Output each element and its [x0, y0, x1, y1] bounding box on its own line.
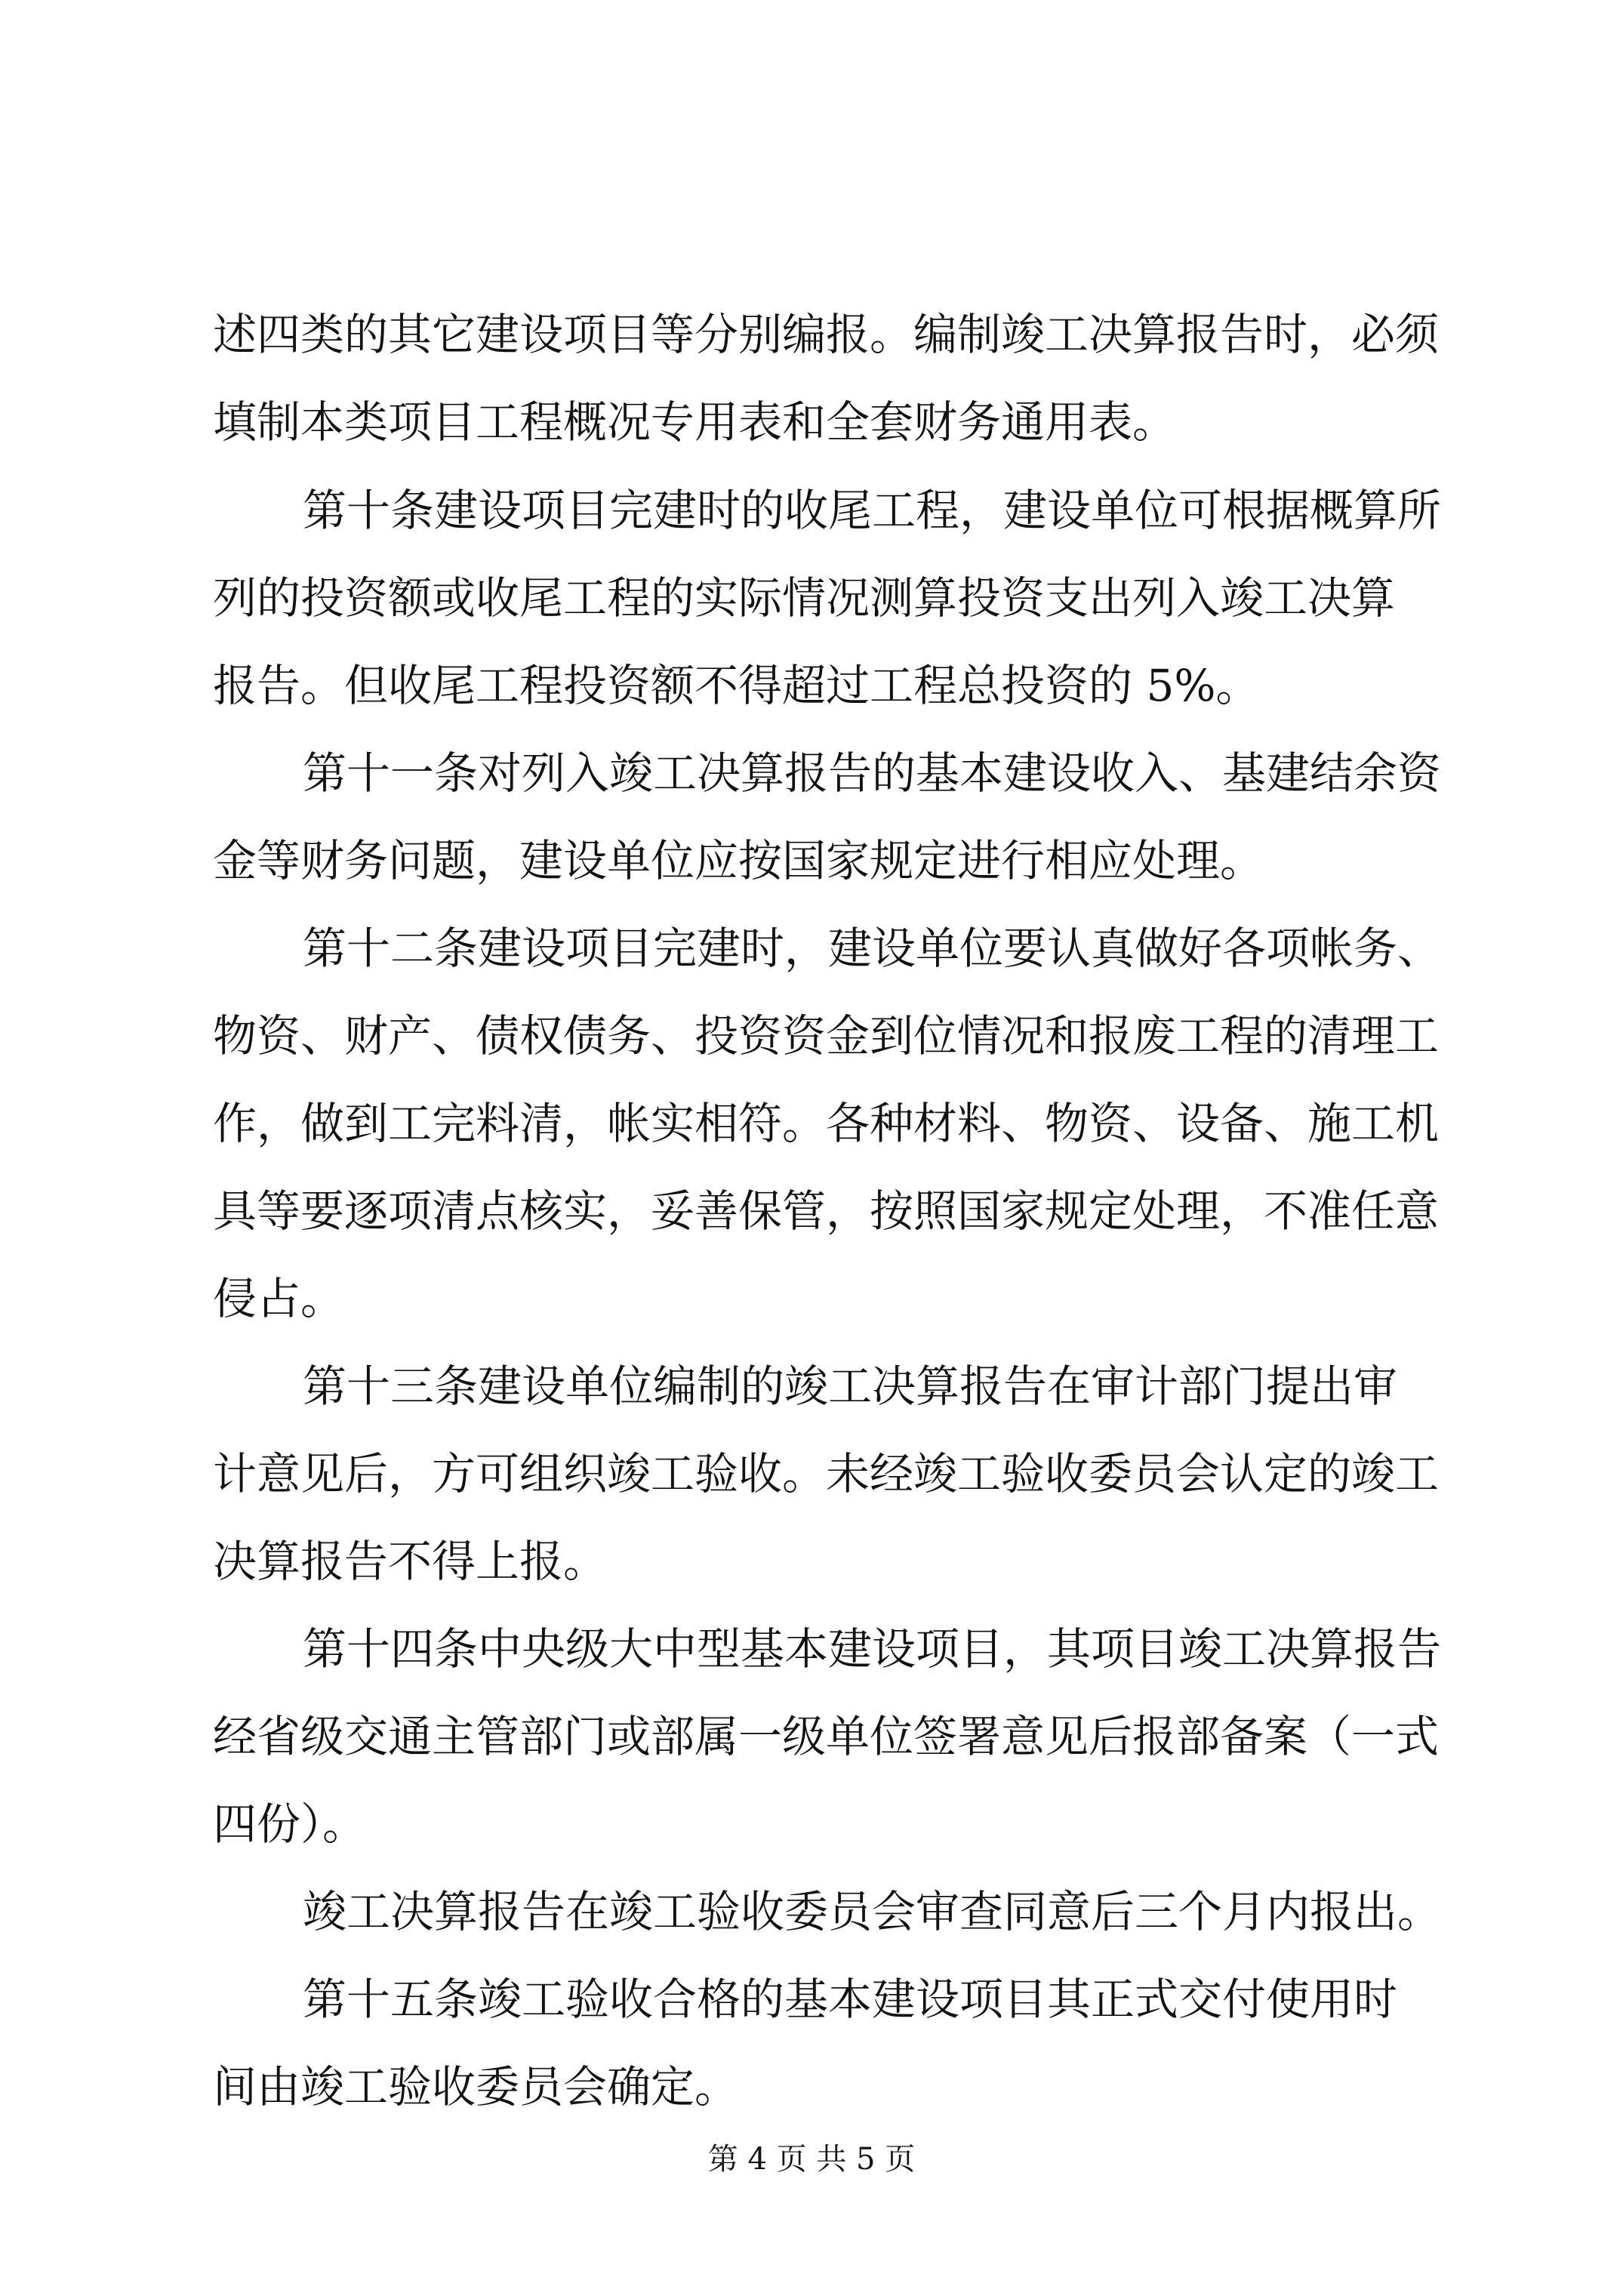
text-line: 侵占。: [213, 1273, 345, 1324]
paragraph-article-13: 第十三条建设单位编制的竣工决算报告在审计部门提出审: [303, 1361, 1398, 1412]
text-line: 列的投资额或收尾工程的实际情况测算投资支出列入竣工决算: [213, 572, 1396, 624]
paragraph-report-deadline: 竣工决算报告在竣工验收委员会审查同意后三个月内报出。: [303, 1886, 1442, 1937]
text-line: 间由竣工验收委员会确定。: [213, 2061, 739, 2113]
text-line: 物资、财产、债权债务、投资资金到位情况和报废工程的清理工: [213, 1010, 1440, 1062]
text-line: 金等财务问题，建设单位应按国家规定进行相应处理。: [213, 835, 1264, 886]
text-line: 四份）。: [213, 1798, 367, 1850]
paragraph-article-11: 第十一条对列入竣工决算报告的基本建设收入、基建结余资: [303, 747, 1442, 799]
paragraph-article-14: 第十四条中央级大中型基本建设项目，其项目竣工决算报告: [303, 1623, 1442, 1675]
page-footer: 第 4 页 共 5 页: [707, 2142, 916, 2177]
text-line: 经省级交通主管部门或部属一级单位签署意见后报部备案（一式: [213, 1711, 1440, 1762]
text-line: 具等要逐项清点核实，妥善保管，按照国家规定处理，不准任意: [213, 1185, 1440, 1237]
paragraph-article-10: 第十条建设项目完建时的收尾工程，建设单位可根据概算所: [303, 485, 1442, 536]
text-line: 计意见后，方可组织竣工验收。未经竣工验收委员会认定的竣工: [213, 1448, 1440, 1499]
text-line: 述四类的其它建设项目等分别编报。编制竣工决算报告时，必须: [213, 309, 1440, 360]
text-line: 决算报告不得上报。: [213, 1536, 608, 1587]
text-line: 作，做到工完料清，帐实相符。各种材料、物资、设备、施工机: [213, 1098, 1440, 1149]
text-line: 报告。但收尾工程投资额不得超过工程总投资的 5%。: [213, 660, 1260, 711]
text-line: 填制本类项目工程概况专用表和全套财务通用表。: [213, 396, 1177, 448]
paragraph-article-15: 第十五条竣工验收合格的基本建设项目其正式交付使用时: [303, 1974, 1398, 2025]
paragraph-article-12: 第十二条建设项目完建时，建设单位要认真做好各项帐务、: [303, 923, 1442, 974]
